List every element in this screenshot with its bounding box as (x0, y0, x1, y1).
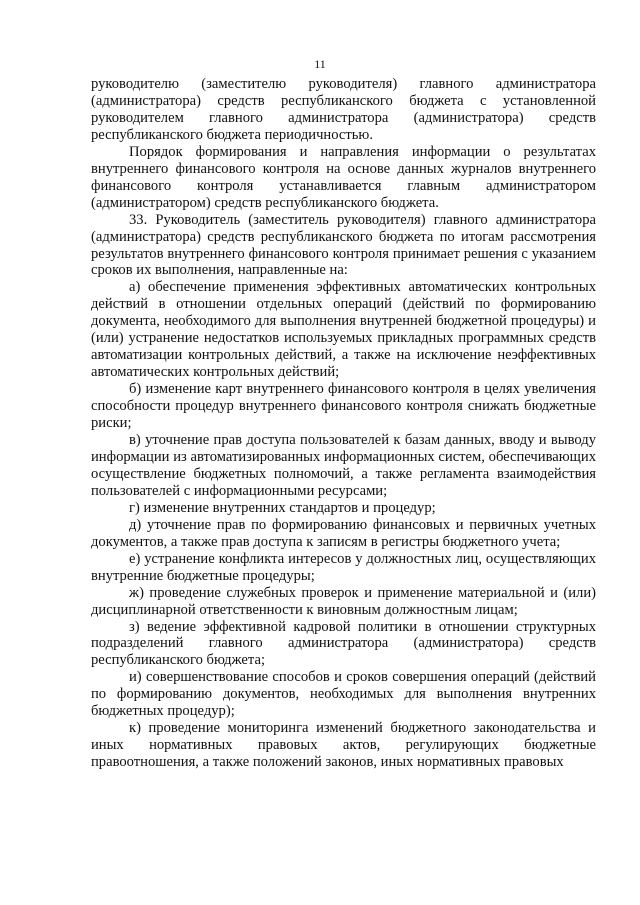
list-item: д) уточнение прав по формированию финансовых и первичных учетных документов, а также прав доступа к записям в регистры бюджетного учета; (91, 516, 596, 550)
document-body (91, 76, 596, 771)
list-item: а) обеспечение применения эффективных автоматических контрольных действий в отношении отдельных операций (действий по формированию документа, необходимого для выполнения внутренней бюджетной процедуры) и (или) устранение недостатков используемых прикладных программных средств автоматизации контрольных действий, а также на исключение неэффективных автоматических контрольных действий; (91, 279, 596, 381)
list-item: ж) проведение служебных проверок и применение материальной и (или) дисциплинарной ответственности к виновным должностным лицам; (91, 584, 596, 618)
list-item: з) ведение эффективной кадровой политики в отношении структурных подразделений главного администратора (администратора) средств республиканского бюджета; (91, 618, 596, 669)
paragraph: руководителю (заместителю руководителя) главного администратора (администратора) средств республиканского бюджета с установленной руководителем главного администратора (администратора) средств республиканского бюджета периодичностью. (91, 76, 596, 143)
page-number: 11 (314, 57, 326, 71)
list-item: к) проведение мониторинга изменений бюджетного законодательства и иных нормативных правовых актов, регулирующих бюджетные правоотношения, а также положений законов, иных нормативных правовых (91, 720, 596, 771)
paragraph: Порядок формирования и направления информации о результатах внутреннего финансового контроля на основе данных журналов внутреннего финансового контроля устанавливается главным администратором (администратором) средств республиканского бюджета. (91, 143, 596, 211)
list-item: б) изменение карт внутреннего финансового контроля в целях увеличения способности процедур внутреннего финансового контроля снижать бюджетные риски; (91, 381, 596, 432)
paragraph: 33. Руководитель (заместитель руководителя) главного администратора (администратора) средств республиканского бюджета по итогам рассмотрения результатов внутреннего финансового контроля принимает решения с указанием сроков их выполнения, направленные на: (91, 211, 596, 279)
list-item: г) изменение внутренних стандартов и процедур; (129, 499, 436, 516)
list-item: и) совершенствование способов и сроков совершения операций (действий по формированию документов, необходимых для выполнения внутренних бюджетных процедур); (91, 669, 596, 720)
list-item: е) устранение конфликта интересов у должностных лиц, осуществляющих внутренние бюджетные процедуры; (91, 550, 596, 584)
list-item: в) уточнение прав доступа пользователей к базам данных, вводу и выводу информации из автоматизированных информационных систем, обеспечивающих осуществление бюджетных полномочий, а также регламента взаимодействия пользователей с информационными ресурсами; (91, 432, 596, 499)
